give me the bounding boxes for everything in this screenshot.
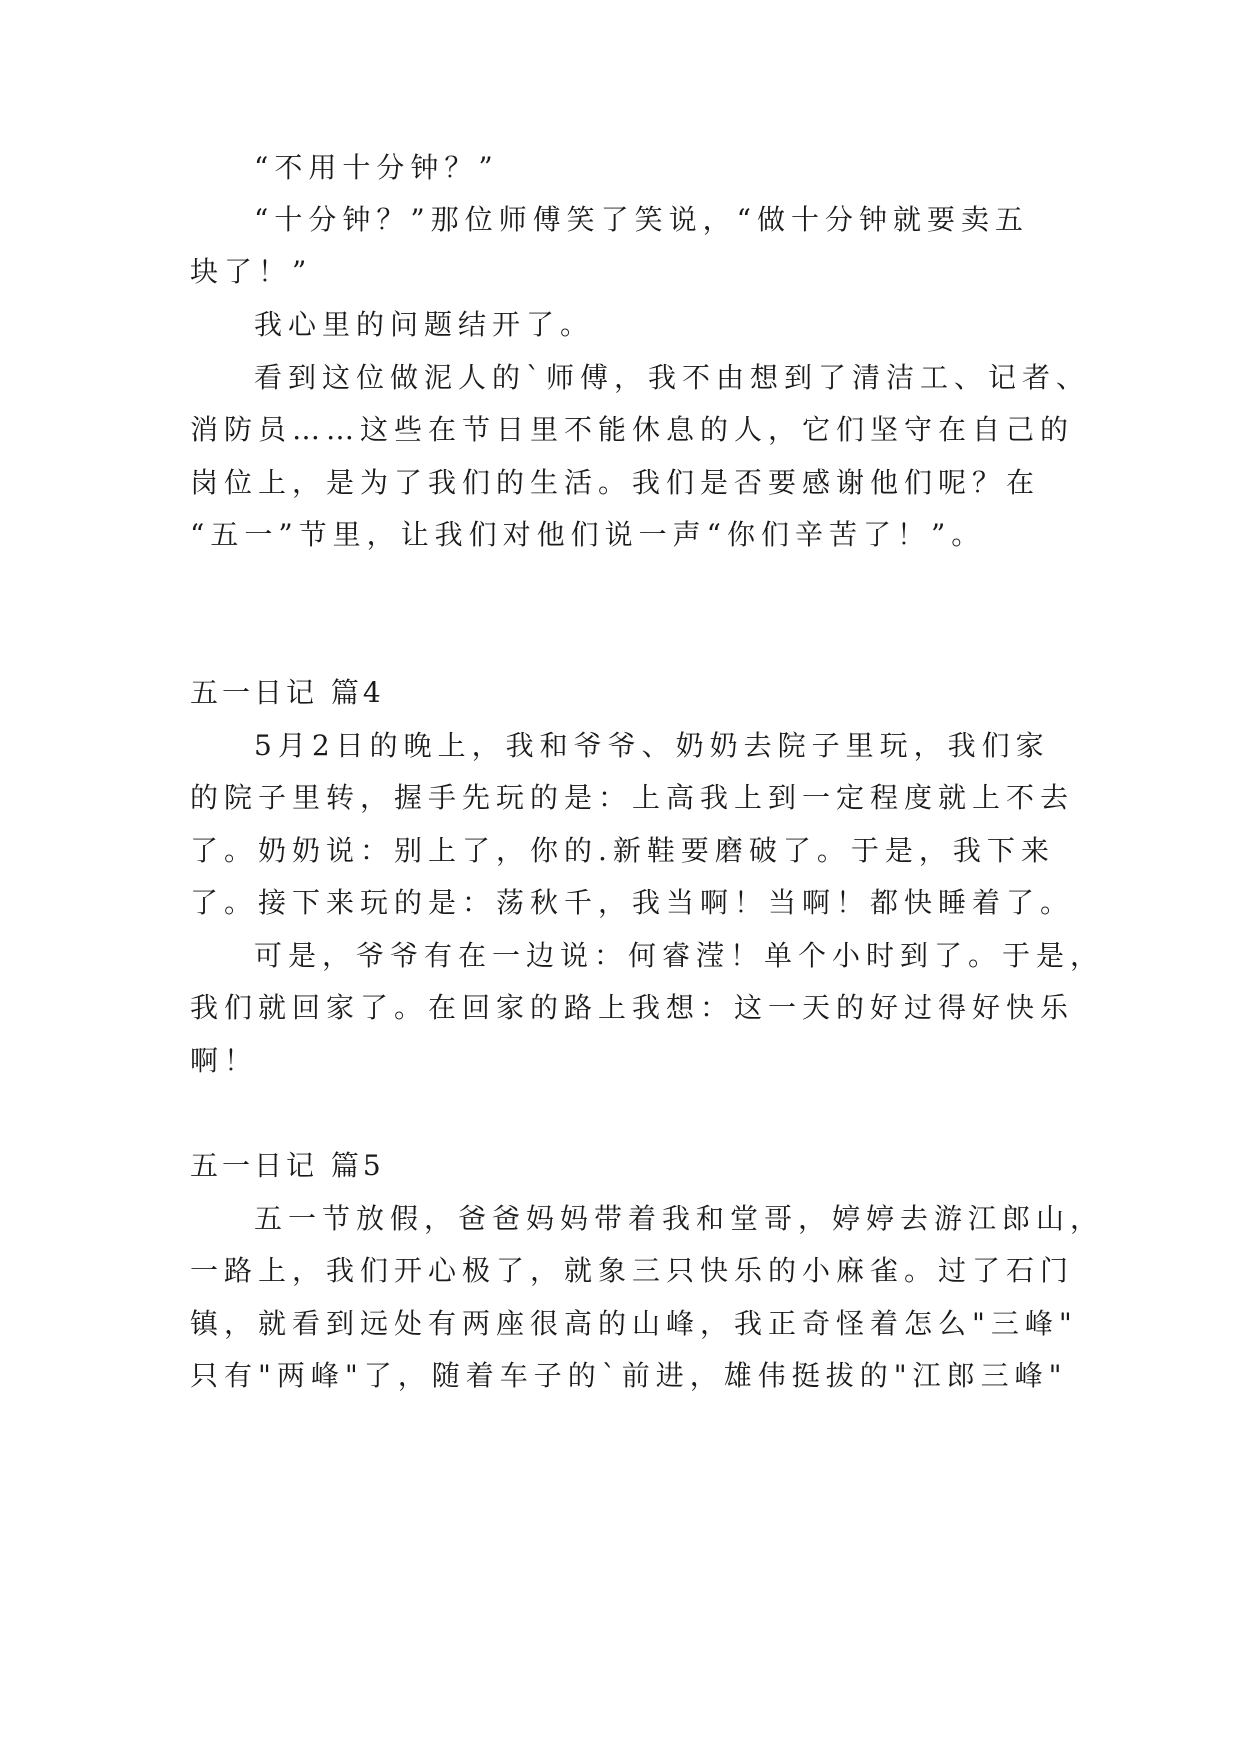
section-heading-4: 五一日记 篇4	[190, 676, 385, 709]
paragraph-line: 岗位上，是为了我们的生活。我们是否要感谢他们呢？在	[190, 466, 1041, 499]
paragraph-line: 块了！”	[190, 255, 313, 288]
paragraph-line: 只有"两峰"了，随着车子的`前进，雄伟挺拔的"江郎三峰"	[190, 1359, 1068, 1392]
paragraph-line: “十分钟？”那位师傅笑了笑说，“做十分钟就要卖五	[254, 203, 1029, 236]
paragraph-line: 啊！	[190, 1044, 259, 1077]
paragraph-line: 我们就回家了。在回家的路上我想：这一天的好过得好快乐	[190, 991, 1075, 1024]
paragraph-line: 消防员……这些在节日里不能休息的人，它们坚守在自己的	[190, 413, 1075, 446]
paragraph-line: 五一节放假，爸爸妈妈带着我和堂哥，婷婷去游江郎山，	[254, 1202, 1105, 1235]
paragraph-line: 的院子里转，握手先玩的是：上高我上到一定程度就上不去	[190, 781, 1075, 814]
section-heading-5: 五一日记 篇5	[190, 1149, 385, 1182]
paragraph-line: 我心里的问题结开了。	[254, 308, 595, 341]
paragraph-line: 了。接下来玩的是：荡秋千，我当啊！当啊！都快睡着了。	[190, 886, 1075, 919]
paragraph-line: “不用十分钟？”	[254, 151, 499, 184]
paragraph-line: 5月2日的晚上，我和爷爷、奶奶去院子里玩，我们家	[254, 729, 1050, 762]
paragraph-line: 了。奶奶说：别上了，你的.新鞋要磨破了。于是，我下来	[190, 834, 1055, 867]
paragraph-line: 镇，就看到远处有两座很高的山峰，我正奇怪着怎么"三峰"	[190, 1307, 1078, 1340]
paragraph-line: 看到这位做泥人的`师傅，我不由想到了清洁工、记者、	[254, 361, 1091, 394]
paragraph-line: “五一”节里，让我们对他们说一声“你们辛苦了！”。	[190, 518, 986, 551]
paragraph-line: 一路上，我们开心极了，就象三只快乐的小麻雀。过了石门	[190, 1254, 1075, 1287]
paragraph-line: 可是，爷爷有在一边说：何睿滢！单个小时到了。于是，	[254, 939, 1105, 972]
